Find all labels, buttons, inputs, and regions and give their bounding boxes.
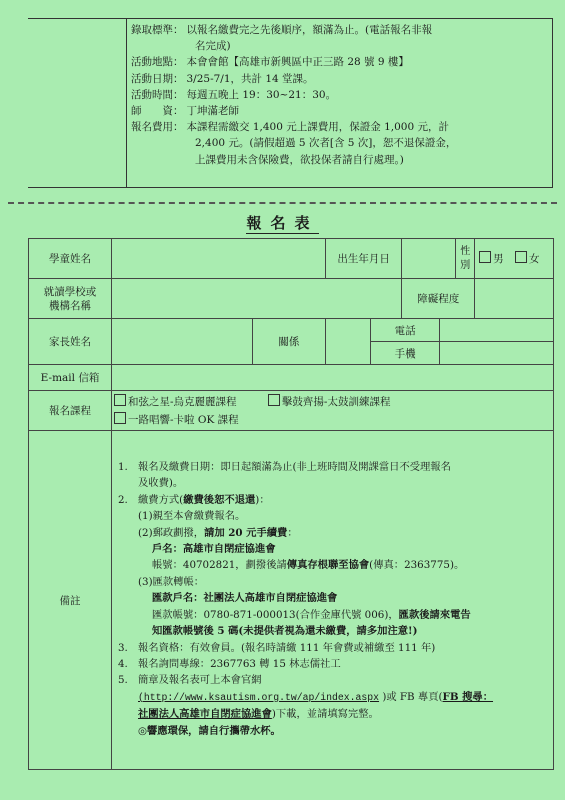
teacher-value: 丁坤滿老師 [186,105,239,118]
school-field[interactable] [112,279,402,319]
date-value: 3/25-7/1，共計 14 堂課。 [186,72,314,85]
course-ukulele-label: 和弦之星-烏克麗麗課程 [128,395,237,408]
note-2-c-account-cont: 知匯款帳號後 5 碼(未提供者視為還未繳費，請多加注意!) [152,625,418,638]
gender-male-checkbox[interactable] [479,251,491,263]
course-ukulele-checkbox[interactable] [114,394,126,406]
disability-field[interactable] [475,279,554,319]
course-drum-checkbox[interactable] [268,394,280,406]
admission-value: 以報名繳費完之先後順序，額滿為止。(電話報名非報 [186,24,433,36]
parent-label: 家長姓名 [29,319,112,365]
course-options [112,391,554,431]
time-label: 活動時間： [131,88,184,101]
note-2-a: (1)親至本會繳費報名。 [138,510,246,523]
date-label: 活動日期： [131,72,184,85]
registration-form [28,238,554,770]
parent-name-field[interactable] [112,319,253,365]
divider-line [126,19,127,187]
birth-field[interactable] [402,239,456,279]
form-title: 報名表 [246,214,319,232]
note-4: 4. 報名詢問專線：2367763 轉 15 林志儒社工 [118,657,341,670]
mobile-label: 手機 [371,342,439,365]
gender-female-label: 女 [528,253,540,265]
venue-value: 本會會館【高雄市新興區中正三路 28 號 9 樓】 [186,56,409,69]
time-value: 每週五晚上 19：30~21：30。 [186,88,337,101]
email-field[interactable] [112,365,554,391]
course-drum-label: 擊鼓齊揚-太鼓訓練課程 [281,395,391,408]
teacher-label: 師 資： [131,105,184,118]
phone-label: 電話 [371,319,439,342]
note-3: 3. 報名資格：有效會員。(報名時請繳 111 年會費或補繳至 111 年) [118,641,436,654]
cut-line [8,202,557,204]
email-label: E-mail 信箱 [29,365,112,391]
venue-label: 活動地點： [131,56,184,69]
gender-male-label: 男 [493,253,504,265]
student-name-field[interactable] [112,239,326,279]
course-karaoke-checkbox[interactable] [114,412,126,424]
phone-field[interactable] [439,319,553,342]
note-2-b-account-name: 戶名：高雄市自閉症協進會 [152,543,276,556]
mobile-field[interactable] [439,342,553,365]
note-2-c-account: 匯款帳號：0780-871-000013(合作金庫代號 006)，匯款後請來電告 [152,608,471,621]
fee-value: 本課程需繳交 1,400 元上課費用，保證金 1,000 元，計 [186,121,449,134]
relation-label: 關係 [253,319,326,365]
notes-label: 備註 [29,431,112,770]
gender-label: 性別 [456,239,475,279]
student-name-label: 學童姓名 [29,239,112,279]
relation-field[interactable] [325,319,371,365]
note-2-b: (2)郵政劃撥，請加 20 元手續費： [138,526,298,539]
note-5-url-line: (http://www.ksautism.org.tw/ap/index.aspx )或 FB 專頁(FB 搜尋： [138,690,494,703]
birth-label: 出生年月日 [325,239,402,279]
school-label: 就讀學校或 機構名稱 [29,279,112,319]
admission-label: 錄取標準： [131,24,184,36]
fee-label: 報名費用： [131,121,184,134]
note-2-b-account: 帳號：40702821，劃撥後請傳真存根聯至協會(傳真：2363775)。 [152,559,465,572]
disability-label: 障礙程度 [402,279,475,319]
gender-female-checkbox[interactable] [515,251,527,263]
course-karaoke-label: 一路唱響-卡啦 OK 課程 [128,413,239,426]
event-info [131,22,546,168]
notes-content [112,431,554,770]
note-2-c-name: 匯款戶名：社團法人高雄市自閉症協進會 [152,592,338,605]
gender-options [475,239,554,279]
course-label: 報名課程 [29,391,112,431]
fee-value-cont-1: 2,400 元。(請假超過 5 次者[含 5 次]，恕不退保證金， [195,137,457,150]
note-1: 1. 報名及繳費日期：即日起額滿為止(非上班時間及開課當日不受理報名 及收費)。 [118,461,451,490]
note-2: 2. 繳費方式(繳費後恕不退還)： [118,493,270,506]
note-5-fb-line: 社團法人高雄市自閉症協進會)下載，並請填寫完整。 [138,708,379,721]
event-info-box [28,18,553,188]
note-eco: ◎響應環保，請自行攜帶水杯。 [138,724,281,737]
fee-value-cont-2: 上課費用未含保險費，欲投保者請自行處理。) [195,153,404,166]
note-2-c: (3)匯款轉帳： [138,575,205,588]
fb-search: FB 搜尋： [442,690,494,703]
website-link[interactable]: (http://www.ksautism.org.tw/ap/index.aspx [138,691,380,703]
admission-value-cont: 名完成) [195,40,231,53]
note-5: 5. 簡章及報名表可上本會官網 [118,674,262,687]
